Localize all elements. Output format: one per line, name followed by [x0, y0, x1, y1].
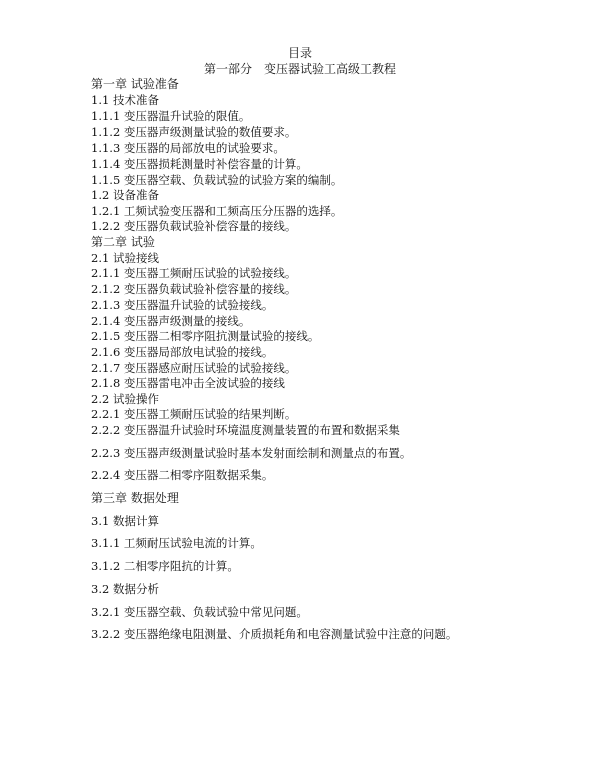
- toc-entry: 3.1.1 工频耐压试验电流的计算。: [91, 536, 262, 550]
- toc-entry: 2.1.8 变压器雷电冲击全波试验的接线: [91, 376, 285, 390]
- toc-entry: 2.1.3 变压器温升试验的试验接线。: [91, 298, 274, 312]
- toc-entry: 2.2.3 变压器声级测量试验时基本发射面绘制和测量点的布置。: [91, 446, 412, 460]
- section-heading: 3.2 数据分析: [91, 582, 159, 596]
- toc-entry: 2.1.2 变压器负载试验补偿容量的接线。: [91, 282, 297, 296]
- part-subtitle: 第一部分 变压器试验工高级工教程: [203, 62, 396, 76]
- toc-entry: 2.2.4 变压器二相零序阻数据采集。: [91, 468, 274, 482]
- toc-entry: 1.1.4 变压器损耗测量时补偿容量的计算。: [91, 157, 308, 171]
- toc-entry: 2.2.1 变压器工频耐压试验的结果判断。: [91, 407, 297, 421]
- section-heading: 2.1 试验接线: [91, 251, 159, 265]
- toc-entry: 1.1.1 变压器温升试验的限值。: [91, 109, 251, 123]
- toc-entry: 3.1.2 二相零序阻抗的计算。: [91, 559, 239, 573]
- toc-entry: 2.1.6 变压器局部放电试验的接线。: [91, 345, 274, 359]
- section-heading: 1.2 设备准备: [91, 188, 159, 202]
- section-heading: 1.1 技术准备: [91, 93, 159, 107]
- toc-entry: 3.2.1 变压器空载、负载试验中常见问题。: [91, 605, 308, 619]
- toc-entry: 1.2.1 工频试验变压器和工频高压分压器的选择。: [91, 204, 343, 218]
- chapter-heading: 第一章 试验准备: [91, 77, 179, 91]
- toc-entry: 2.1.4 变压器声级测量的接线。: [91, 314, 251, 328]
- chapter-heading: 第二章 试验: [91, 235, 155, 249]
- toc-title: 目录: [287, 46, 312, 60]
- toc-entry: 1.1.3 变压器的局部放电的试验要求。: [91, 141, 285, 155]
- toc-entry: 1.1.5 变压器空载、负载试验的试验方案的编制。: [91, 173, 343, 187]
- toc-entry: 1.1.2 变压器声级测量试验的数值要求。: [91, 125, 297, 139]
- section-heading: 2.2 试验操作: [91, 392, 159, 406]
- toc-entry: 2.2.2 变压器温升试验时环境温度测量装置的布置和数据采集: [91, 423, 400, 437]
- toc-entry: 3.2.2 变压器绝缘电阻测量、介质损耗角和电容测量试验中注意的问题。: [91, 627, 458, 641]
- toc-entry: 1.2.2 变压器负载试验补偿容量的接线。: [91, 219, 297, 233]
- toc-entry: 2.1.1 变压器工频耐压试验的试验接线。: [91, 266, 297, 280]
- section-heading: 3.1 数据计算: [91, 514, 159, 528]
- toc-entry: 2.1.5 变压器二相零序阻抗测量试验的接线。: [91, 329, 320, 343]
- toc-entry: 2.1.7 变压器感应耐压试验的试验接线。: [91, 361, 297, 375]
- chapter-heading: 第三章 数据处理: [91, 491, 179, 505]
